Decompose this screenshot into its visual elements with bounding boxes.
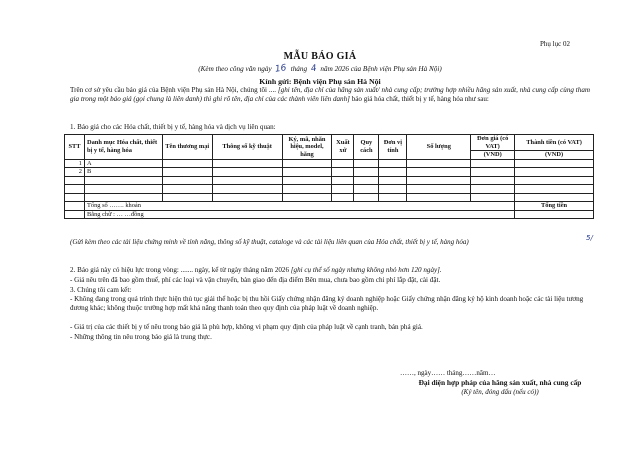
table-row [65, 193, 594, 202]
table-words-row [65, 210, 594, 219]
signature-note: (Ký tên, đóng dấu (nếu có)) [461, 388, 539, 396]
header-unit: Đơn vị tính [379, 135, 407, 160]
subtitle-month-label: tháng [290, 65, 308, 73]
price-note: - Giá nêu trên đã bao gồm thuế, phí các loại và vận chuyển, bàn giao đến địa điểm Bên mua, chưa bao gồm chi phí lắp đặt, cài đặt. [70, 276, 441, 284]
header-total: Thành tiền (có VAT) [515, 135, 594, 151]
header-specs: Thông số kỹ thuật [212, 135, 282, 160]
section-1-heading: 1. Báo giá cho các Hóa chất, thiết bị y tế, hàng hóa và dịch vụ liên quan: [70, 123, 276, 131]
header-trade-name: Tên thương mại [162, 135, 212, 160]
header-total-currency: (VND) [515, 151, 594, 160]
commitment-item: - Giá trị của các thiết bị y tế nêu trong báo giá là phù hợp, không vi phạm quy định của pháp luật về cạnh tranh, bán phá giá. [70, 323, 423, 331]
sum-number-label: Tổng số ……. khoản [84, 202, 514, 211]
header-model: Ký, mã, nhãn hiệu, model, hãng [282, 135, 332, 160]
cell-category: A [84, 159, 162, 168]
cell-category: B [84, 168, 162, 177]
header-stt: STT [65, 135, 85, 160]
table-row [65, 168, 594, 177]
document-title: MẪU BÁO GIÁ [283, 51, 357, 62]
header-origin: Xuất xứ [332, 135, 354, 160]
validity-italic: [ghi cụ thể số ngày nhưng không nhỏ hơn 120 ngày]. [290, 266, 442, 274]
table-row [65, 176, 594, 185]
recipient-line: Kính gửi: Bệnh viện Phụ sản Hà Nội [259, 77, 381, 86]
handwritten-mark: 5/ [586, 234, 593, 242]
header-packaging: Quy cách [354, 135, 379, 160]
sum-words-label: Bằng chữ : … …đồng [84, 210, 514, 219]
handwritten-day: 16 [274, 63, 288, 75]
signature-date-line: ……, ngày…… tháng……năm… [400, 369, 496, 377]
subtitle-prefix: (Kèm theo công văn ngày [198, 65, 272, 73]
header-category: Danh mục Hóa chất, thiết bị y tế, hàng hóa [84, 135, 162, 160]
quotation-table [64, 134, 594, 219]
section-2-validity [70, 266, 442, 274]
intro-text-end: báo giá hóa chất, thiết bị y tế, hàng hóa như sau: [351, 95, 489, 104]
table-row [65, 185, 594, 194]
handwritten-month: 4 [310, 63, 318, 75]
cell-stt: 1 [65, 159, 85, 168]
header-unit-price: Đơn giá (có VAT) [471, 135, 515, 151]
appendix-label: Phụ lục 02 [540, 40, 570, 48]
intro-italic: [ghi tên, địa chỉ của hãng sản xuất/ nhà cung cấp; trường hợp nhiều hãng sản xuất, nhà cung cấp cùng tham gia trong một báo giá (gọi chung là liên danh) thì ghi rõ tên, địa chỉ của các thành viên liên danh] [70, 86, 590, 104]
header-unit-price-currency: (VND) [471, 151, 515, 160]
validity-text: 2. Báo giá này có hiệu lực trong vòng: ....... ngày, kể từ ngày tháng năm 2026 [70, 266, 290, 274]
commitment-item: - Những thông tin nêu trong báo giá là trung thực. [70, 333, 212, 341]
intro-paragraph [70, 86, 590, 105]
table-sum-row [65, 202, 594, 211]
commitment-item: - Không đang trong quá trình thực hiện thủ tục giải thể hoặc bị thu hồi Giấy chứng nhận đăng ký doanh nghiệp hoặc Giấy chứng nhận đăng ký hộ kinh doanh hoặc các tài liệu tương đương khác; không thuộc trường hợp mất khả năng thanh toán theo quy định của pháp luật về doanh nghiệp. [70, 295, 584, 313]
signature-role: Đại diện hợp pháp của hãng sản xuất, nhà cung cấp [418, 378, 582, 387]
document-subtitle [0, 64, 640, 74]
subtitle-suffix: năm 2026 của Bệnh viện Phụ sản Hà Nội) [320, 65, 442, 73]
table-row [65, 159, 594, 168]
intro-text-start: Trên cơ sở yêu cầu báo giá của Bệnh viện Phụ sản Hà Nội, chúng tôi .... [70, 86, 276, 94]
section-3-heading: 3. Chúng tôi cam kết: [70, 286, 132, 294]
header-quantity: Số lượng [407, 135, 471, 160]
table-header-row [65, 135, 594, 151]
attachment-note: (Gửi kèm theo các tài liệu chứng minh về tính năng, thông số kỹ thuật, cataloge và các tài liệu liên quan của Hóa chất, thiết bị y tế, hàng hóa) [70, 238, 469, 246]
cell-stt: 2 [65, 168, 85, 177]
grand-total-label: Tổng tiền [515, 202, 594, 211]
